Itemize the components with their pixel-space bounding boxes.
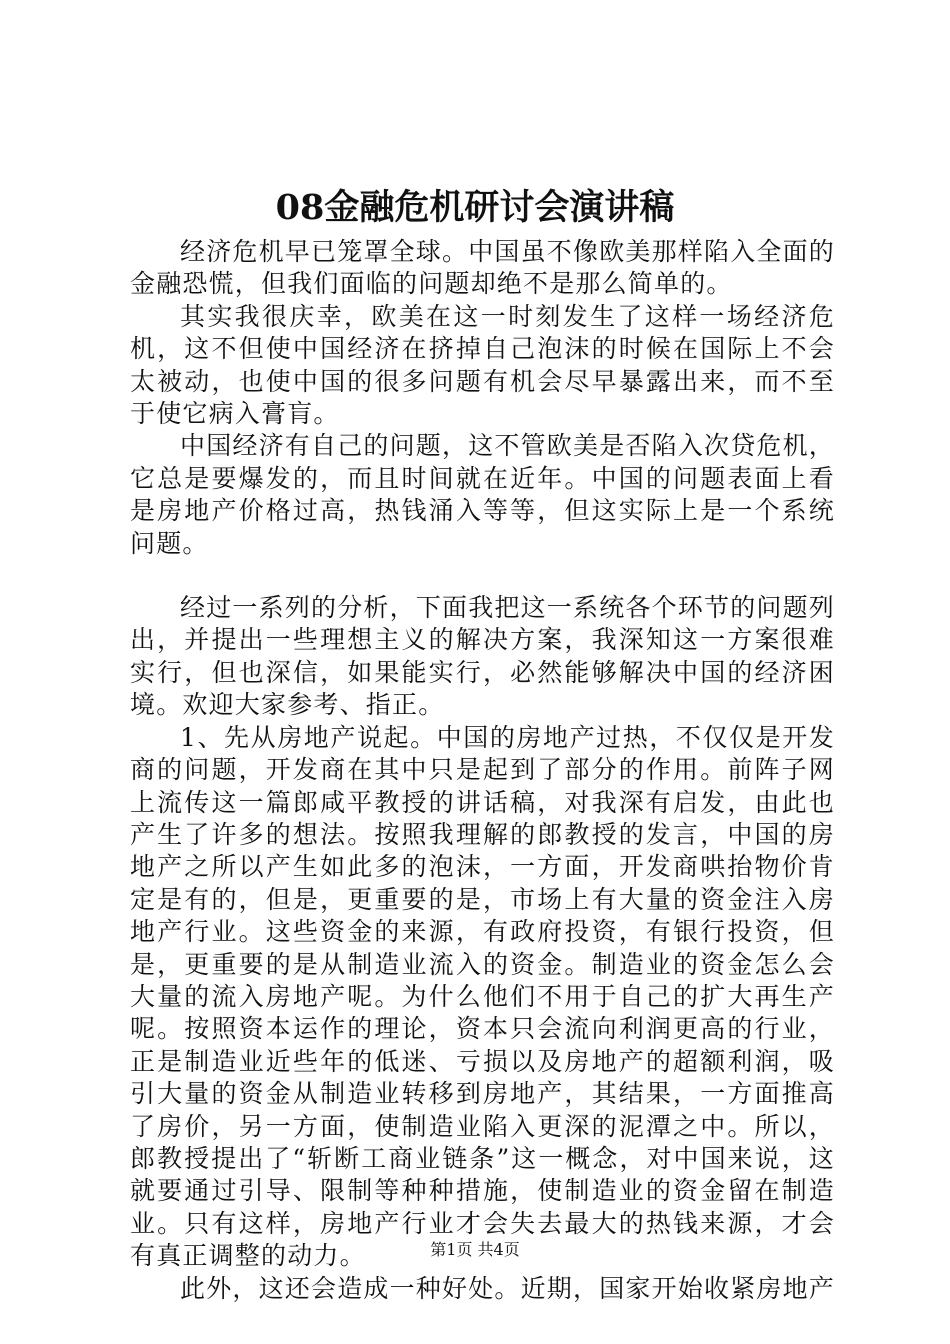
paragraph-6: 此外，这还会造成一种好处。近期，国家开始收紧房地产 [180,1273,836,1303]
document-title: 08金融危机研讨会演讲稿 [275,187,675,228]
paragraph-5: 1、先从房地产说起。中国的房地产过热，不仅仅是开发商的问题，开发商在其中只是起到了部分的作用。前阵子网上流传这一篇郎咸平教授的讲话稿，对我深有启发，由此也产生了许多的想法。按照我理解的郎教授的发言，中国的房地产之所以产生如此多的泡沫，一方面，开发商哄抬物价肯定是有的，但是，更重要的是，市场上有大量的资金注入房地产行业。这些资金的来源，有政府投资，有银行投资，但是，更重要的是从制造业流入的资金。制造业的资金怎么会大量的流入房地产呢。为什么他们不用于自己的扩大再生产呢。按照资本运作的理论，资本只会流向利润更高的行业，正是制造业近些年的低迷、亏损以及房地产的超额利润，吸引大量的资金从制造业转移到房地产，其结果，一方面推高了房价，另一方面，使制造业陷入更深的泥潭之中。所以，郎教授提出了“斩断工商业链条”这一概念，对中国来说，这就要通过引导、限制等种种措施，使制造业的资金留在制造业。只有这样，房地产行业才会失去最大的热钱来源，才会有真正调整的动力。 [130,722,835,1271]
paragraph-2: 其实我很庆幸，欧美在这一时刻发生了这样一场经济危机，这不但使中国经济在挤掉自己泡沫的时候在国际上不会太被动，也使中国的很多问题有机会尽早暴露出来，而不至于使它病入膏肓。 [130,301,835,429]
document-body [130,236,835,1305]
paragraph-3: 中国经济有自己的问题，这不管欧美是否陷入次贷危机，它总是要爆发的，而且时间就在近年。中国的问题表面上看是房地产价格过高，热钱涌入等等，但这实际上是一个系统问题。 [130,431,836,558]
paragraph-4: 经过一系列的分析，下面我把这一系统各个环节的问题列出，并提出一些理想主义的解决方案，我深知这一方案很难实行，但也深信，如果能实行，必然能够解决中国的经济困境。欢迎大家参考、指正。 [130,593,836,720]
paragraph-1: 经济危机早已笼罩全球。中国虽不像欧美那样陷入全面的金融恐慌，但我们面临的问题却绝不是那么简单的。 [130,237,836,299]
page-number-footer: 第1页 共4页 [430,1240,520,1259]
